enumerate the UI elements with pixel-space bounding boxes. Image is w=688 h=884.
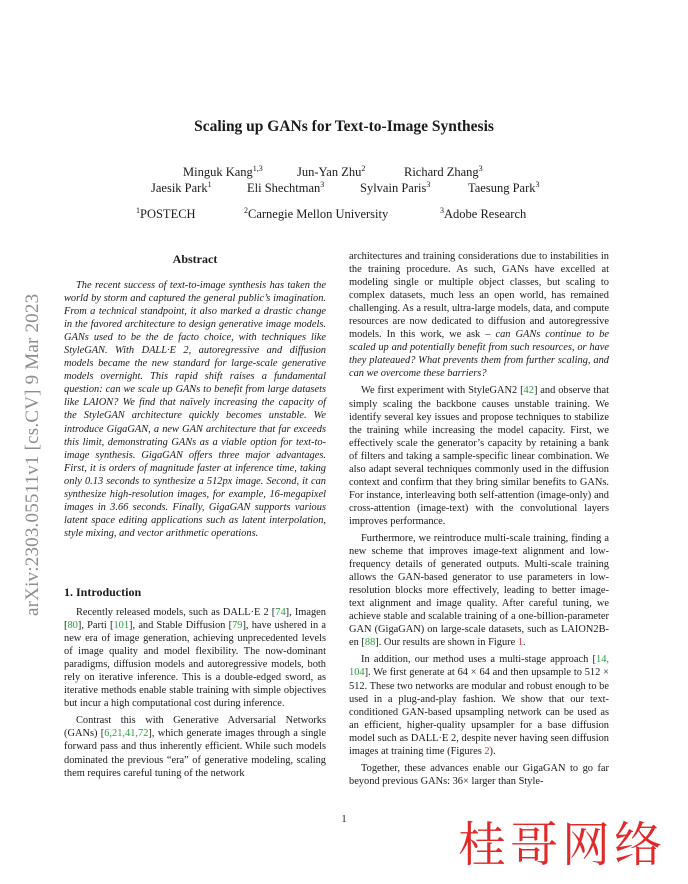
author-6: Sylvain Paris$^3$ [360,180,431,196]
citation-link[interactable]: 101 [113,620,130,632]
figure-reference-link[interactable]: 2 [484,745,490,757]
intro-paragraph-continued: architectures and training considerations due to instabilities in the training procedure. As such, GANs have excelled at modeling single or multiple object classes, but scaling to complex datasets, much less an open world, has remained challenging. As a result, ultra-large models, data, and compute resources are now dedicated to diffusion and autoregressive models. In this work, we ask – can GANs continue to be scaled up and potentially benefit from such resources, or have they plateaued? What prevents them from further scaling, and can we overcome these barriers? [349,251,609,380]
affiliation-1: $^1$POSTECH [136,206,196,222]
paper-title: Scaling up GANs for Text-to-Image Synthesis [194,118,494,135]
author-1: Minguk Kang$^{1,3}$ [183,164,263,180]
author-5: Eli Shechtman$^3$ [247,180,325,196]
abstract-body [64,279,326,540]
watermark-text: 桂哥网络 [458,817,667,873]
affiliation-2: $^2$Carnegie Mellon University [244,206,389,222]
intro-paragraph-4: Furthermore, we reintroduce multi-scale training, finding a new scheme that improves image-text alignment and low-frequency details of generated outputs. Multi-scale training allows the GAN-based generator to use parameters in low-resolution blocks more effectively, leading to better image-text alignment and image quality. After careful tuning, we achieve stable and scalable training of a one-billion-parameter GAN (GigaGAN) on large-scale datasets, such as LAION2B-en [88]. Our results are shown in Figure 1. [349,532,609,649]
author-4: Jaesik Park$^1$ [151,180,212,196]
citation-link[interactable]: 80 [67,620,78,632]
author-7: Taesung Park$^3$ [468,180,540,196]
citation-link[interactable]: 42 [523,385,534,397]
page-number: 1 [341,814,347,825]
citation-link[interactable]: 88 [364,637,376,649]
intro-paragraph-5: In addition, our method uses a multi-stage approach [14, 104]. We first generate at 64 × 64 and then upsample to 512 × 512. These two networks are modular and robust enough to be used in a plug-and-play fashion. We show that our text-conditioned GAN-based upsampling network can be used as an efficient, higher-quality upsampler for a base diffusion model such as DALL·E 2, despite never having seen diffusion images at training time (Figures 2). [349,654,609,757]
citation-link[interactable]: 6,21,41,72 [104,728,149,740]
citation-link[interactable]: 79 [232,620,243,632]
affiliation-3: $^3$Adobe Research [440,206,527,222]
intro-paragraph-6: Together, these advances enable our GigaGAN to go far beyond previous GANs: 36× larger than Style- [349,762,609,787]
intro-paragraph-3: We first experiment with StyleGAN2 [42] and observe that simply scaling the backbone causes unstable training. We identify several key issues and propose techniques to stabilize the training while increasing the model capacity. First, we effectively scale the generator’s capacity by retaining a bank of filters and taking a sample-specific linear combination. We also adapt several techniques commonly used in the diffusion context and confirm that they bring similar benefits to GANs. For instance, interleaving both self-attention (image-only) and cross-attention (image-text) with the convolutional layers improves performance. [349,385,609,527]
citation-link[interactable]: 74 [275,607,286,618]
author-2: Jun-Yan Zhu$^2$ [297,164,366,180]
section-heading-introduction: 1. Introduction [64,585,142,599]
author-3: Richard Zhang$^3$ [404,164,483,180]
abstract-text: The recent success of text-to-image synthesis has taken the world by storm and captured the general public’s imagination. From a technical standpoint, it also marked a drastic change in the favored architecture to design generative image models. GANs used to be the de facto choice, with techniques like StyleGAN. With DALL·E 2, autoregressive and diffusion models became the new standard for large-scale generative models overnight. This rapid shift raises a fundamental question: can we scale up GANs to benefit from large datasets like LAION? We find that naïvely increasing the capacity of the StyleGAN architecture quickly becomes unstable. We introduce GigaGAN, a new GAN architecture that far exceeds this limit, demonstrating GANs as a viable option for text-to-image synthesis. GigaGAN offers three major advantages. First, it is orders of magnitude faster at inference time, taking only 0.13 seconds to synthesize a 512px image. Second, it can synthesize high-resolution images, for example, 16-megapixel images in 3.66 seconds. Finally, GigaGAN supports various latent space editing applications such as latent interpolation, style mixing, and vector arithmetic operations. [64,280,326,539]
citation-link[interactable]: 14, 104 [349,654,609,679]
abstract-heading: Abstract [172,252,218,266]
introduction-right-column [349,250,609,788]
figure-reference-link[interactable]: 1 [517,637,524,649]
intro-paragraph-2: Contrast this with Generative Adversarial Networks (GANs) [6,21,41,72], which generate images through a single forward pass and thus inherently efficient. While such models dominated the previous “era” of generative modeling, scaling them requires careful tuning of the network [64,715,326,779]
arxiv-identifier-stamp: arXiv:2303.05511v1 [cs.CV] 9 Mar 2023 [22,293,43,616]
introduction-left-column [64,606,326,780]
intro-paragraph-1: Recently released models, such as DALL·E 2 [74], Imagen [80], Parti [101], and Stable Diffusion [79], have ushered in a new era of image generation, achieving unprecedented levels of image quality and model flexibility. The now-dominant paradigms, diffusion models and autoregressive models, both rely on iterative inference. This is a double-edged sword, as iterative methods enable stable training with simple objectives but incur a high computational cost during inference. [64,607,327,710]
